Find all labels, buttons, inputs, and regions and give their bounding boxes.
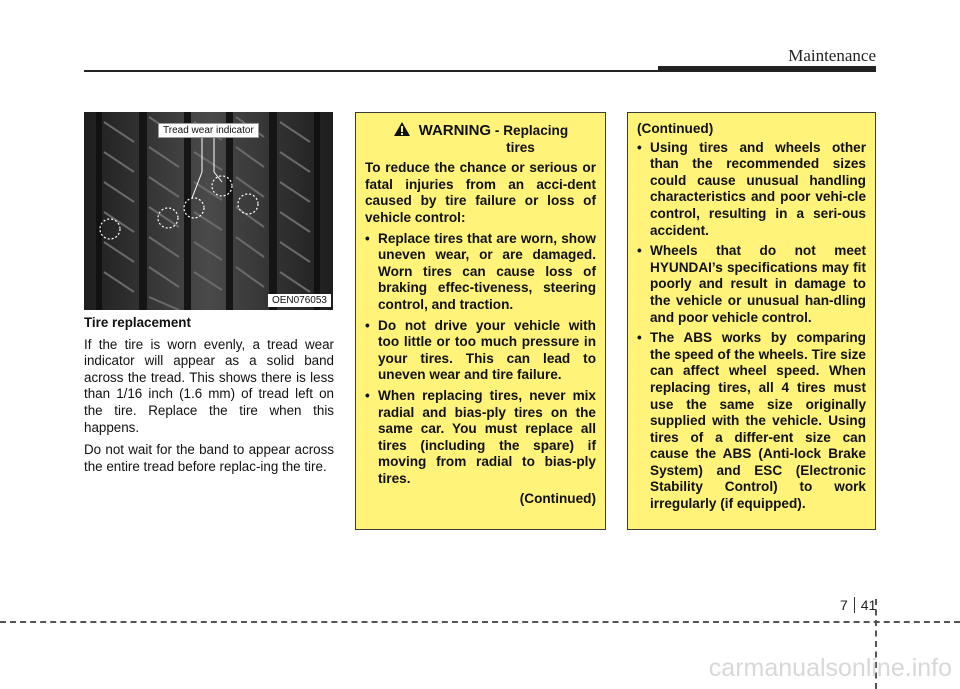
warning-triangle-icon bbox=[393, 121, 411, 137]
page-number-separator bbox=[854, 597, 855, 613]
warning-title: WARNING bbox=[418, 122, 492, 139]
page-number-value: 41 bbox=[860, 597, 877, 613]
tire-tread-figure bbox=[84, 112, 333, 310]
warning-continued-box bbox=[627, 112, 876, 530]
list-item: • Replace tires that are worn, show uneven wear, or are damaged. Worn tires can cause loss of braking effec-tiveness, steering control, and traction. bbox=[365, 231, 596, 314]
watermark: carmanualsonline.info bbox=[708, 654, 952, 682]
list-item: • The ABS works by comparing the speed of the wheels. Tire size can affect wheel speed. When replacing tires, all 4 tires must use the same size originally supplied with the vehicle. Using tires of a differ-ent size can cause the ABS (Anti-lock Brake System) and ESC (Electronic Stability Control) to work irregularly (if equipped). bbox=[637, 330, 866, 513]
list-item: • Do not drive your vehicle with too little or too much pressure in your tires. This can lead to uneven wear and tire failure. bbox=[365, 318, 596, 384]
warning-box bbox=[355, 112, 606, 530]
paragraph: Do not wait for the band to appear across the entire tread before replac-ing the tire. bbox=[84, 442, 334, 474]
paragraph: If the tire is worn evenly, a tread wear indicator will appear as a solid band across the tread. This shows there is less than 1/16 inch (1.6 mm) of tread left on the tire. Replace the tire when this happens. bbox=[84, 336, 334, 435]
chapter-number: 7 bbox=[840, 597, 848, 613]
tire-replacement-section bbox=[84, 315, 334, 481]
page-number bbox=[840, 597, 876, 613]
section-title: Maintenance bbox=[788, 46, 876, 65]
warning-list bbox=[365, 231, 596, 488]
continued-heading: (Continued) bbox=[637, 121, 714, 136]
tire-tread-illustration bbox=[84, 112, 333, 310]
list-item: • Wheels that do not meet HYUNDAI’s specifications may fit poorly and result in damage to the vehicle or unusual han-dling and poor vehicle control. bbox=[637, 243, 866, 326]
warning-subtitle-line-2: tires bbox=[506, 139, 535, 155]
tread-wear-indicator-label: Tread wear indicator bbox=[158, 123, 259, 138]
warning-intro: To reduce the chance or serious or fatal injuries from an acci-dent caused by tire failure or loss of vehicle control: bbox=[365, 160, 596, 225]
figure-code: OEN076053 bbox=[268, 294, 331, 307]
footer-rule bbox=[0, 621, 960, 623]
list-item: • Using tires and wheels other than the recommended sizes could cause unusual handling characteristics and poor vehi-cle control, resulting in a seri-ous accident. bbox=[637, 140, 866, 240]
warning-subtitle: - Replacing bbox=[494, 123, 569, 138]
continued-note: (Continued) bbox=[519, 491, 596, 507]
warning-header bbox=[365, 121, 596, 156]
section-heading: Tire replacement bbox=[84, 315, 191, 330]
list-item: • When replacing tires, never mix radial and bias-ply tires on the same car. You must replace all tires (including the spare) if moving from radial to bias-ply tires. bbox=[365, 388, 596, 488]
header-rule-accent bbox=[658, 66, 876, 72]
warning-list-continued bbox=[637, 140, 866, 513]
